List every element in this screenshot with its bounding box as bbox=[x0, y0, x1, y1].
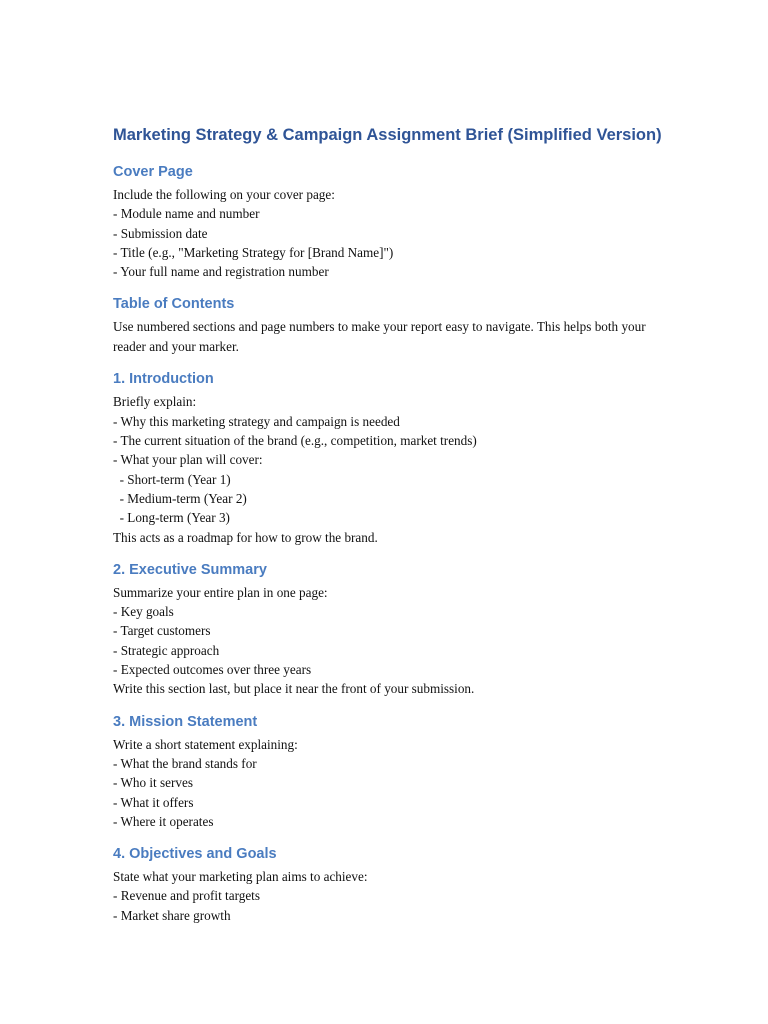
list-item: - What it offers bbox=[113, 794, 194, 810]
list-item: - Expected outcomes over three years bbox=[113, 662, 312, 678]
body-line: Include the following on your cover page: bbox=[113, 187, 335, 202]
sub-list-item: - Short-term (Year 1) bbox=[113, 471, 231, 487]
list-item: - Strategic approach bbox=[113, 642, 220, 658]
section-heading: Table of Contents bbox=[113, 296, 235, 313]
list-item: - Revenue and profit targets bbox=[113, 888, 260, 904]
list-item: - Market share growth bbox=[113, 907, 231, 923]
body-paragraph: Use numbered sections and page numbers to make your report easy to navigate. This helps both your reader and your marker. bbox=[113, 319, 646, 354]
section-heading: 2. Executive Summary bbox=[113, 561, 267, 578]
list-item: - Your full name and registration number bbox=[113, 264, 329, 280]
section-mission-statement bbox=[113, 711, 668, 831]
section-introduction bbox=[113, 368, 668, 546]
section-heading: 1. Introduction bbox=[113, 371, 214, 388]
list-item: - Why this marketing strategy and campaign is needed bbox=[113, 413, 400, 429]
body-line: Summarize your entire plan in one page: bbox=[113, 584, 328, 600]
list-item: - Where it operates bbox=[113, 813, 214, 829]
sub-list-item: - Long-term (Year 3) bbox=[113, 510, 230, 526]
section-body bbox=[113, 867, 668, 925]
section-body bbox=[113, 583, 668, 699]
list-item: - What the brand stands for bbox=[113, 755, 257, 771]
section-heading: Cover Page bbox=[113, 164, 193, 180]
section-body bbox=[113, 735, 668, 831]
body-line: State what your marketing plan aims to achieve: bbox=[113, 869, 368, 885]
list-item: - Target customers bbox=[113, 623, 211, 639]
body-line: Write this section last, but place it near the front of your submission. bbox=[113, 681, 475, 697]
section-table-of-contents bbox=[113, 293, 668, 356]
list-item: - Key goals bbox=[113, 604, 174, 620]
section-heading: 4. Objectives and Goals bbox=[113, 846, 277, 863]
section-body bbox=[113, 317, 668, 356]
list-item: - The current situation of the brand (e.g., competition, market trends) bbox=[113, 433, 477, 449]
section-heading: 3. Mission Statement bbox=[113, 713, 258, 730]
list-item: - What your plan will cover: bbox=[113, 452, 263, 468]
section-body bbox=[113, 185, 668, 281]
section-body bbox=[113, 392, 668, 546]
document-title: Marketing Strategy & Campaign Assignment Brief (Simplified Version) bbox=[113, 126, 662, 144]
body-line: Briefly explain: bbox=[113, 394, 197, 410]
body-line: This acts as a roadmap for how to grow the brand. bbox=[113, 529, 378, 545]
list-item: - Submission date bbox=[113, 225, 208, 241]
body-line: Write a short statement explaining: bbox=[113, 736, 298, 752]
section-cover-page bbox=[113, 161, 668, 281]
list-item: - Module name and number bbox=[113, 206, 260, 222]
sub-list-item: - Medium-term (Year 2) bbox=[113, 490, 247, 506]
section-objectives-and-goals bbox=[113, 843, 668, 925]
section-executive-summary bbox=[113, 559, 668, 699]
list-item: - Who it serves bbox=[113, 775, 193, 791]
list-item: - Title (e.g., "Marketing Strategy for [Brand Name]") bbox=[113, 244, 394, 260]
